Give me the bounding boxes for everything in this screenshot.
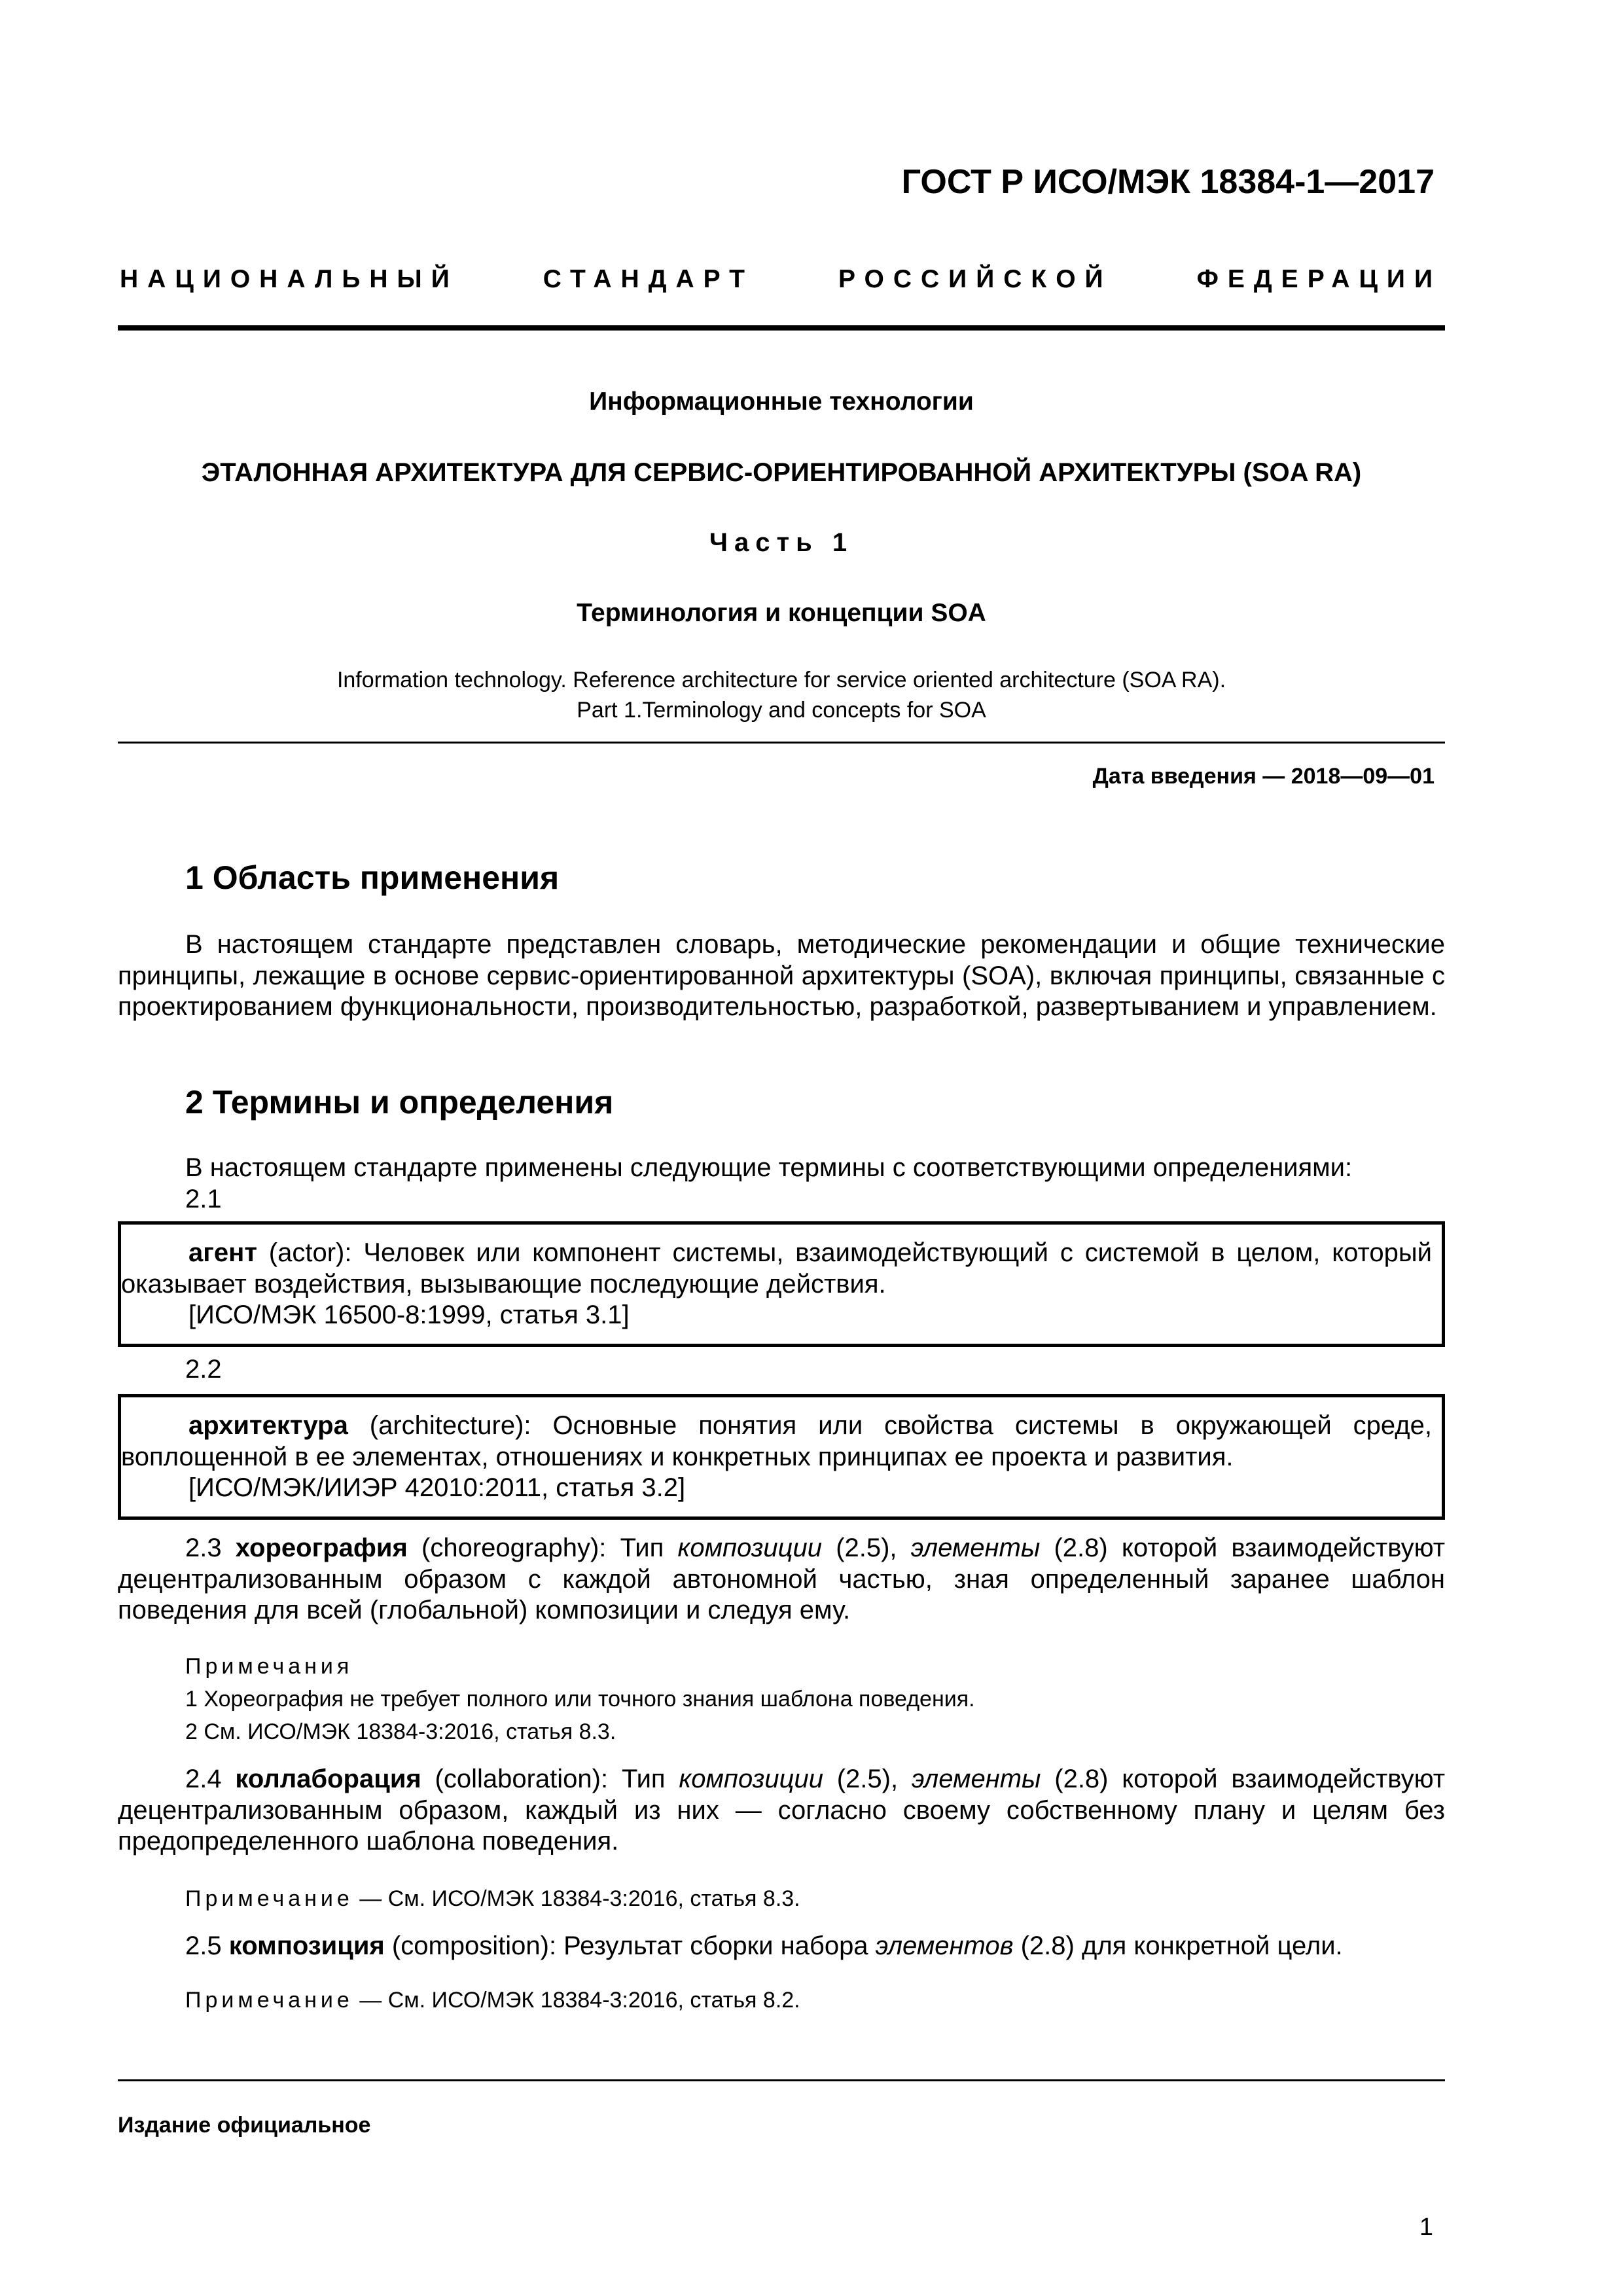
section2-intro: В настоящем стандарте применены следующие термины с соответствующими определениями: (185, 1153, 1353, 1182)
section2-heading: 2 Термины и определения (185, 1084, 614, 1121)
section1-text: В настоящем стандарте представлен словарь, методические рекомендации и общие технические принципы, лежащие в основе сервис-ориентированной архитектуры (SOA), включая принципы, связанные с проектированием функциональности, производительностью, разработкой, развертыванием и управлением. (118, 930, 1445, 1021)
official-edition-label: Издание официальное (118, 2113, 371, 2138)
footer-rule (118, 2079, 1445, 2081)
national-standard-heading: НАЦИОНАЛЬНЫЙ СТАНДАРТ РОССИЙСКОЙ ФЕДЕРАЦИИ (120, 265, 1442, 293)
term-2-1-reference: [ИСО/МЭК 16500-8:1999, статья 3.1] (188, 1300, 630, 1329)
term-2-2-definition: Основные понятия или свойства системы в окружающей среде, воплощенной в ее элементах, отношениях и конкретных принципах ее проекта и развития. (121, 1411, 1432, 1471)
header-rule (118, 325, 1445, 331)
title-category: Информационные технологии (589, 387, 974, 416)
term-2-3-english: (choreography): Тип (407, 1534, 678, 1562)
term-2-4-ref1: (2.5), (823, 1765, 912, 1793)
term-2-4-note (185, 1886, 800, 1912)
term-2-4-italic-composition: композиции (679, 1765, 823, 1793)
term-2-3-note1: 1 Хореография не требует полного или точного знания шаблона поведения. (185, 1687, 975, 1712)
term-2-1-term: агент (188, 1238, 257, 1267)
term-2-5-number: 2.5 (185, 1931, 229, 1960)
title-main: ЭТАЛОННАЯ АРХИТЕКТУРА ДЛЯ СЕРВИС-ОРИЕНТИРОВАННОЙ АРХИТЕКТУРЫ (SOA RA) (201, 458, 1362, 487)
term-2-5-english: (composition): Результат сборки набора (384, 1931, 876, 1960)
section1-heading: 1 Область применения (185, 859, 560, 896)
term-2-4-rest: (2.8) которой взаимодействуют децентрализованным образом, каждый из них — согласно своему собственному плану и целям без предопределенного шаблона поведения. (118, 1765, 1446, 1856)
term-2-2-text (121, 1410, 1442, 1473)
term-2-2-english: (architecture): (348, 1411, 553, 1440)
title-rule (118, 742, 1445, 744)
term-2-1-english: (actor): (257, 1238, 364, 1267)
term-2-5-italic-elements: элементов (875, 1931, 1014, 1960)
title-english-line1: Information technology. Reference architecture for service oriented architecture (SOA RA). (336, 668, 1226, 692)
term-2-5-rest: (2.8) для конкретной цели. (1013, 1931, 1343, 1960)
term-2-3-number: 2.3 (185, 1534, 236, 1562)
term-2-1-definition: Человек или компонент системы, взаимодействующий с системой в целом, который оказывает воздействия, вызывающие последующие действия. (121, 1238, 1433, 1299)
effective-date: Дата введения — 2018—09—01 (1092, 764, 1435, 789)
term-2-5-term: композиция (228, 1931, 385, 1960)
term-2-2-reference: [ИСО/МЭК/ИИЭР 42010:2011, статья 3.2] (188, 1473, 686, 1502)
term-2-4-english: (collaboration): Тип (421, 1765, 679, 1793)
term-2-5-note (185, 1988, 800, 2013)
term-2-2-number: 2.2 (185, 1355, 222, 1384)
term-2-1-number: 2.1 (185, 1185, 222, 1213)
term-2-4-term: коллаборация (235, 1765, 421, 1793)
term-2-4-italic-elements: элементы (911, 1765, 1041, 1793)
term-2-5-note-label: Примечание (185, 1988, 353, 2013)
title-english-line2: Part 1.Terminology and concepts for SOA (577, 698, 986, 723)
term-2-5-text (118, 1931, 1445, 1962)
term-2-3-notes-heading: Примечания (185, 1654, 353, 1679)
term-2-3-term: хореография (235, 1534, 408, 1562)
title-part: Часть 1 (709, 528, 854, 557)
term-2-3-italic-composition: композиции (677, 1534, 823, 1562)
term-2-3-rest: (2.8) которой взаимодействуют децентрализованным образом с каждой автономной частью, зная определенный заранее шаблон поведения для всей (глобальной) композиции и следуя ему. (118, 1534, 1446, 1624)
page-number: 1 (1419, 2214, 1433, 2241)
term-2-4-text (118, 1764, 1445, 1857)
term-2-5-note-text: — См. ИСО/МЭК 18384-3:2016, статья 8.2. (353, 1988, 800, 2013)
term-2-1-box (118, 1221, 1445, 1347)
term-2-3-ref1: (2.5), (822, 1534, 911, 1562)
term-2-2-box (118, 1394, 1445, 1520)
term-2-3-note2: 2 См. ИСО/МЭК 18384-3:2016, статья 8.3. (185, 1719, 616, 1744)
term-2-2-term: архитектура (188, 1411, 348, 1440)
term-2-4-number: 2.4 (185, 1765, 236, 1793)
document-code: ГОСТ Р ИСО/МЭК 18384-1—2017 (901, 163, 1435, 201)
term-2-4-note-label: Примечание (185, 1886, 353, 1911)
term-2-3-text (118, 1533, 1445, 1626)
title-subtitle: Терминология и концепции SOA (577, 599, 986, 627)
term-2-3-italic-elements: элементы (910, 1534, 1041, 1562)
term-2-1-text (121, 1238, 1442, 1300)
term-2-4-note-text: — См. ИСО/МЭК 18384-3:2016, статья 8.3. (353, 1886, 800, 1911)
